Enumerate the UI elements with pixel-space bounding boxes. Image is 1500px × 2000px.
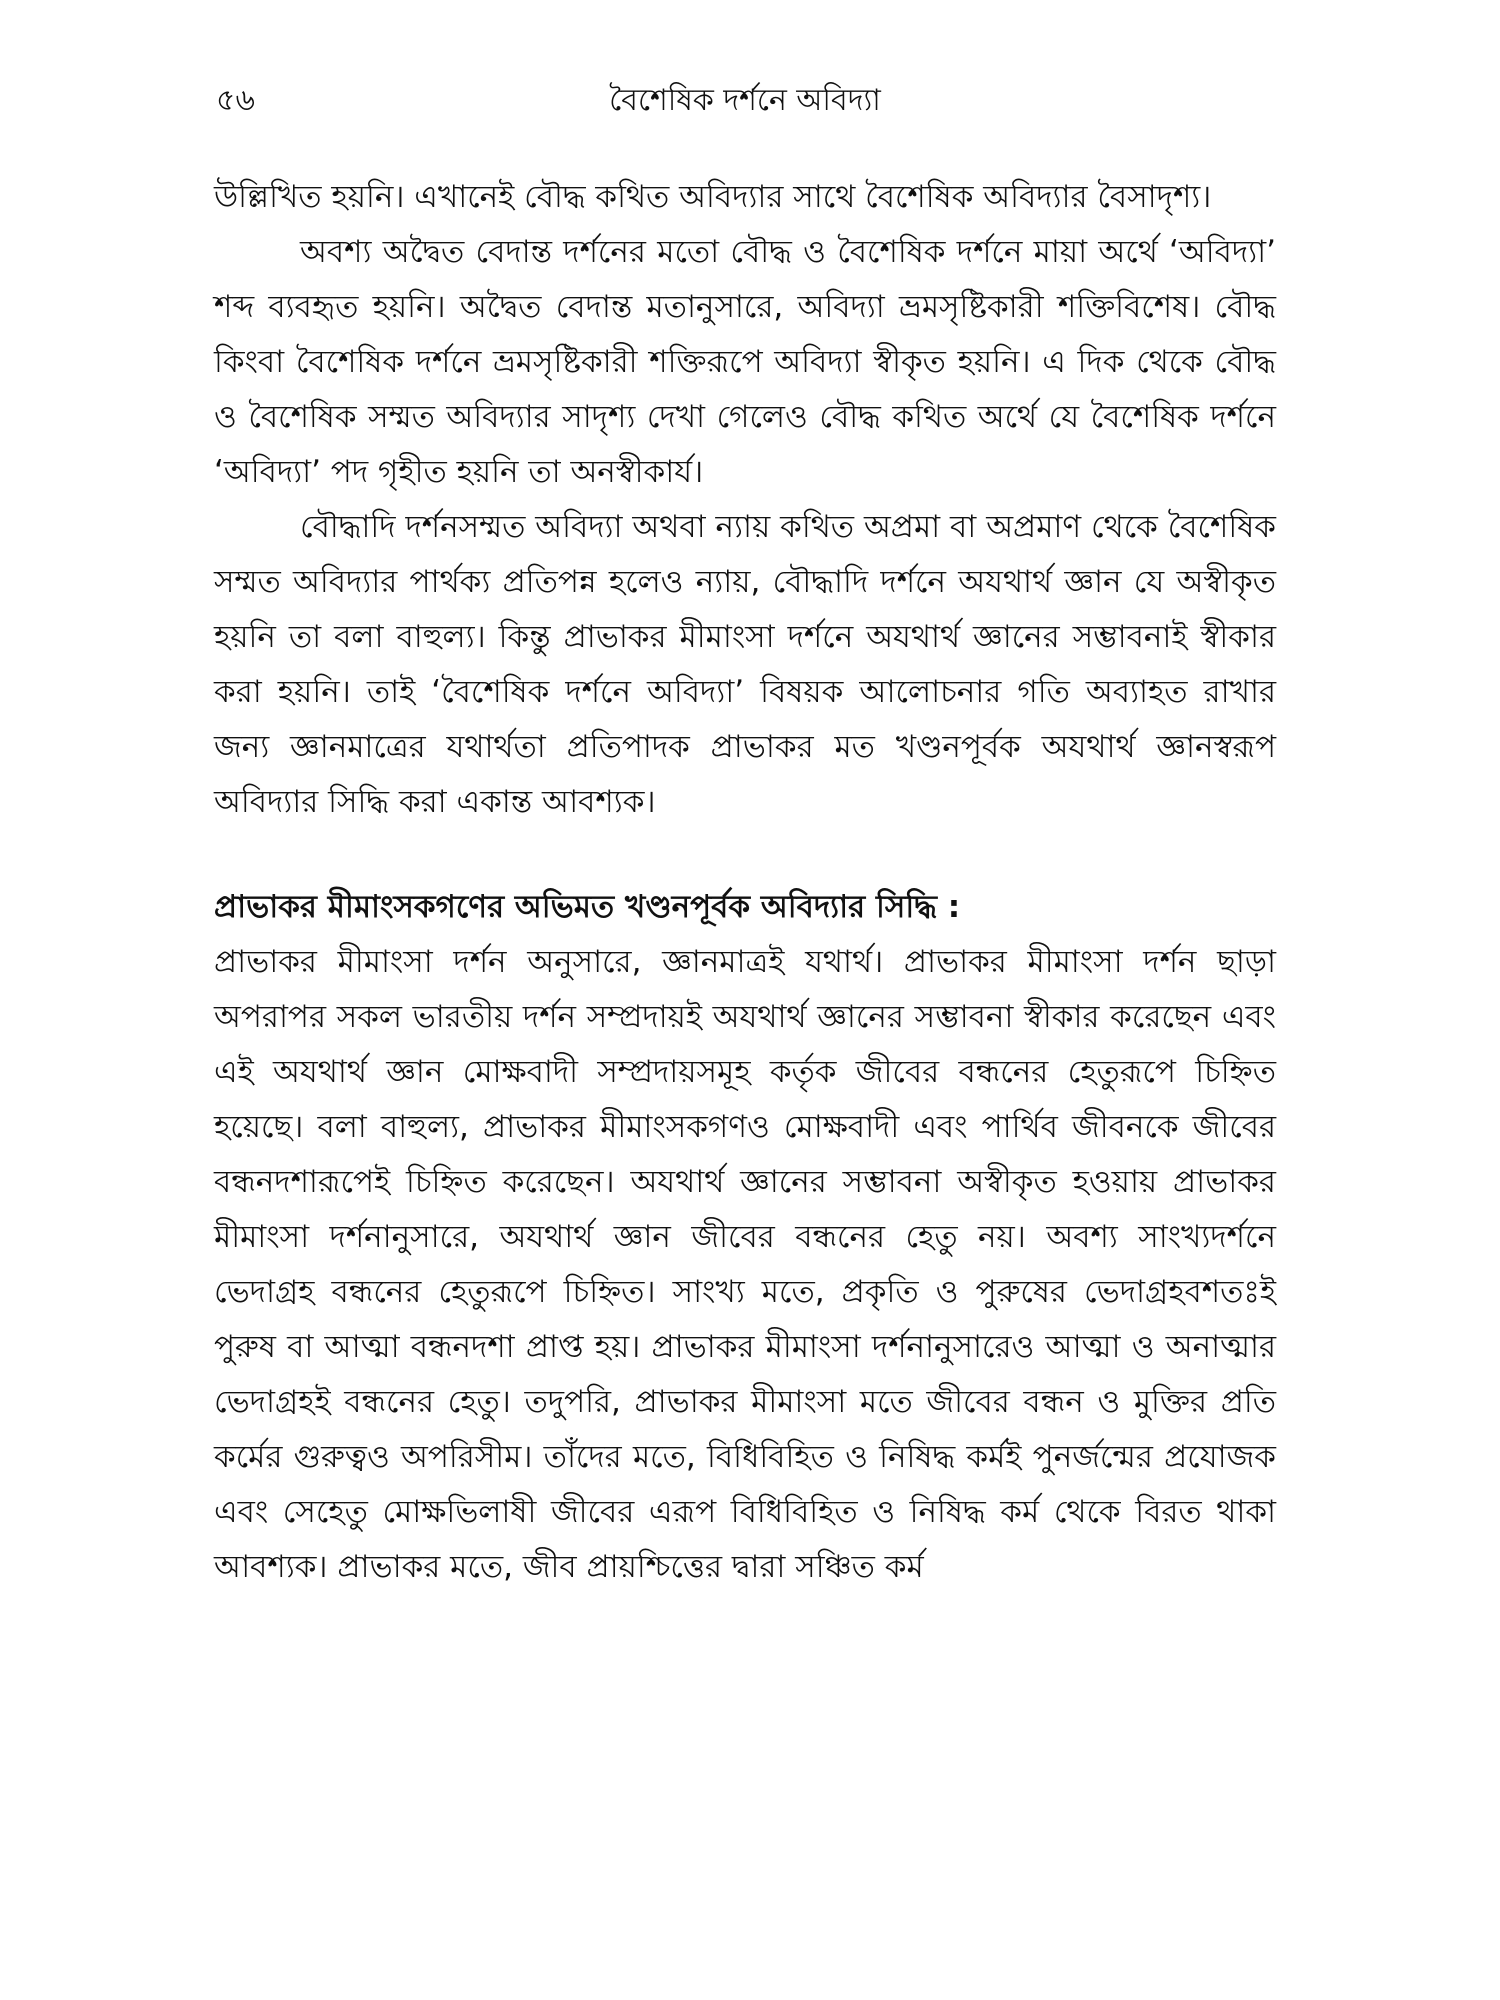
running-title: বৈশেষিক দর্শনে অবিদ্যা [609,83,881,118]
page-number: ৫৬ [216,83,255,118]
paragraph: প্রাভাকর মীমাংসা দর্শন অনুসারে, জ্ঞানমাত্রই যথার্থ। প্রাভাকর মীমাংসা দর্শন ছাড়া অপরাপর সকল ভারতীয় দর্শন সম্প্রদায়ই অযথার্থ জ্ঞানের সম্ভাবনা স্বীকার করেছেন এবং এই অযথার্থ জ্ঞান মোক্ষবাদী সম্প্রদায়সমূহ কর্তৃক জীবের বন্ধনের হেতুরূপে চিহ্নিত হয়েছে। বলা বাহুল্য, প্রাভাকর মীমাংসকগণও মোক্ষবাদী এবং পার্থিব জীবনকে জীবের বন্ধনদশারূপেই চিহ্নিত করেছেন। অযথার্থ জ্ঞানের সম্ভাবনা অস্বীকৃত হওয়ায় প্রাভাকর মীমাংসা দর্শনানুসারে, অযথার্থ জ্ঞান জীবের বন্ধনের হেতু নয়। অবশ্য সাংখ্যদর্শনে ভেদাগ্রহ বন্ধনের হেতুরূপে চিহ্নিত। সাংখ্য মতে, প্রকৃতি ও পুরুষের ভেদাগ্রহবশতঃই পুরুষ বা আত্মা বন্ধনদশা প্রাপ্ত হয়। প্রাভাকর মীমাংসা দর্শনানুসারেও আত্মা ও অনাত্মার ভেদাগ্রহই বন্ধনের হেতু। তদুপরি, প্রাভাকর মীমাংসা মতে জীবের বন্ধন ও মুক্তির প্রতি কর্মের গুরুত্বও অপরিসীম। তাঁদের মতে, বিধিবিহিত ও নিষিদ্ধ কর্মই পুনর্জন্মের প্রযোজক এবং সেহেতু মোক্ষভিলাষী জীবের এরূপ বিধিবিহিত ও নিষিদ্ধ কর্ম থেকে বিরত থাকা আবশ্যক। প্রাভাকর মতে, জীব প্রায়শ্চিত্তের দ্বারা সঞ্চিত কর্ম [214,944,1276,1585]
paragraph-continuation: উল্লিখিত হয়নি। এখানেই বৌদ্ধ কথিত অবিদ্যার সাথে বৈশেষিক অবিদ্যার বৈসাদৃশ্য। [214,179,1212,215]
running-header [214,68,1276,124]
paragraph: অবশ্য অদ্বৈত বেদান্ত দর্শনের মতো বৌদ্ধ ও বৈশেষিক দর্শনে মায়া অর্থে ‘অবিদ্যা’ শব্দ ব্যবহৃত হয়নি। অদ্বৈত বেদান্ত মতানুসারে, অবিদ্যা ভ্রমসৃষ্টিকারী শক্তিবিশেষ। বৌদ্ধ কিংবা বৈশেষিক দর্শনে ভ্রমসৃষ্টিকারী শক্তিরূপে অবিদ্যা স্বীকৃত হয়নি। এ দিক থেকে বৌদ্ধ ও বৈশেষিক সম্মত অবিদ্যার সাদৃশ্য দেখা গেলেও বৌদ্ধ কথিত অর্থে যে বৈশেষিক দর্শনে ‘অবিদ্যা’ পদ গৃহীত হয়নি তা অনস্বীকার্য। [214,234,1276,490]
body-text [214,170,1276,830]
page-content [214,68,1276,1595]
section-gap [214,830,1276,880]
section-heading: প্রাভাকর মীমাংসকগণের অভিমত খণ্ডনপূর্বক অবিদ্যার সিদ্ধি : [214,889,961,925]
section-body [214,935,1276,1595]
paragraph: বৌদ্ধাদি দর্শনসম্মত অবিদ্যা অথবা ন্যায় কথিত অপ্রমা বা অপ্রমাণ থেকে বৈশেষিক সম্মত অবিদ্যার পার্থক্য প্রতিপন্ন হলেও ন্যায়, বৌদ্ধাদি দর্শনে অযথার্থ জ্ঞান যে অস্বীকৃত হয়নি তা বলা বাহুল্য। কিন্তু প্রাভাকর মীমাংসা দর্শনে অযথার্থ জ্ঞানের সম্ভাবনাই স্বীকার করা হয়নি। তাই ‘বৈশেষিক দর্শনে অবিদ্যা’ বিষয়ক আলোচনার গতি অব্যাহত রাখার জন্য জ্ঞানমাত্রের যথার্থতা প্রতিপাদক প্রাভাকর মত খণ্ডনপূর্বক অযথার্থ জ্ঞানস্বরূপ অবিদ্যার সিদ্ধি করা একান্ত আবশ্যক। [214,509,1276,820]
